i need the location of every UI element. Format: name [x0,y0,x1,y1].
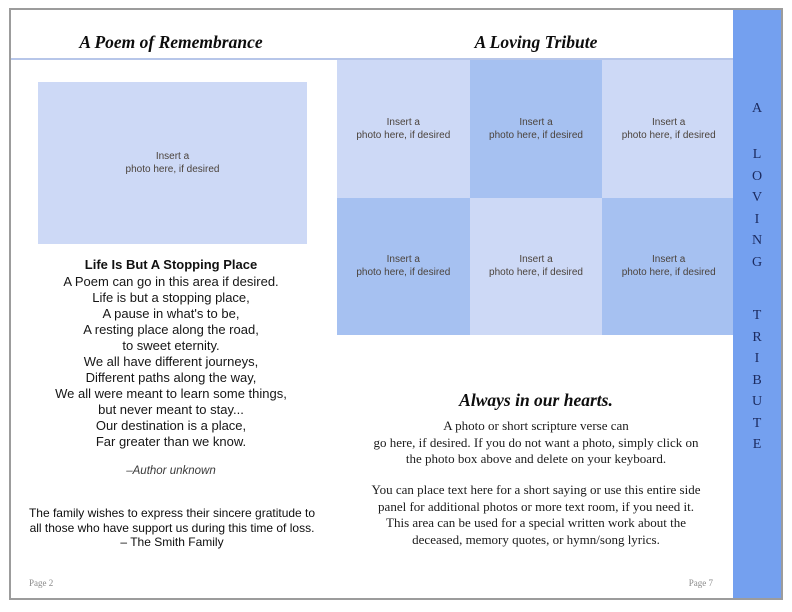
paragraph-line: go here, if desired. If you do not want a photo, simply click on [373,434,699,450]
sidebar-letter: L [752,147,762,162]
photo-placeholder-text [489,116,583,142]
photo-grid [337,60,735,335]
sidebar-word-a [733,98,781,120]
poem-title: Life Is But A Stopping Place [84,257,258,272]
poem-line: A Poem can go in this area if desired. [63,274,279,289]
poem-line: A pause in what's to be, [102,306,240,321]
sidebar-letter: A [751,101,763,116]
placeholder-line-2: photo here, if desired [125,164,220,175]
gratitude-line: all those who have support us during this time of loss. [29,520,315,535]
gratitude-line: The family wishes to express their sincere gratitude to [28,506,316,520]
sidebar-letter: O [751,168,763,184]
photo-placeholder-cell-4[interactable] [337,198,470,336]
placeholder-line-2: photo here, if desired [489,129,583,141]
photo-placeholder-cell-1[interactable] [337,60,470,198]
placeholder-line-2: photo here, if desired [356,267,451,279]
placeholder-line-2: photo here, if desired [621,267,716,279]
placeholder-line-1: Insert a [519,116,553,128]
sidebar-letter: E [752,437,762,452]
poem-text [31,274,311,450]
gratitude-line: – The Smith Family [120,535,224,549]
main-photo-placeholder-box[interactable] [38,82,307,244]
placeholder-line-1: Insert a [386,116,420,128]
sidebar-letter: N [751,233,763,248]
sidebar-letter: U [751,394,763,409]
left-page-title: A Poem of Remembrance [79,32,263,52]
paragraph-line: deceased, memory quotes, or hymn/song lyrics. [412,531,660,547]
paragraph-line: panel for additional photos or more text room, if you need it. [378,498,694,514]
poem-attribution: –Author unknown [126,465,216,477]
sidebar-letter: V [751,190,763,205]
photo-placeholder-cell-6[interactable] [602,198,735,336]
placeholder-line-1: Insert a [651,116,686,128]
photo-placeholder-text [126,150,220,176]
sidebar-word-loving [733,144,781,273]
placeholder-line-2: photo here, if desired [356,129,451,141]
sidebar-letter: I [754,351,760,366]
sidebar-letter: T [752,415,762,431]
photo-placeholder-text [622,116,716,142]
sidebar-letter: T [752,308,762,323]
poem-line: Our destination is a place, [95,418,247,433]
photo-placeholder-cell-2[interactable] [470,60,603,198]
sidebar-letter: I [754,211,760,227]
placeholder-line-1: Insert a [386,254,420,266]
photo-placeholder-text [489,253,583,279]
paragraph-line: This area can be used for a special written work about the [386,515,686,530]
poem-line: to sweet eternity. [122,338,220,353]
photo-placeholder-text [356,116,450,142]
poem-line: A resting place along the road, [83,322,259,337]
page-number-left: Page 2 [29,578,54,588]
tribute-subheading: Always in our hearts. [459,390,613,410]
tribute-sidebar-band [733,10,781,598]
placeholder-line-2: photo here, if desired [489,267,583,279]
poem-line: We all were meant to learn some things, [55,386,287,401]
photo-placeholder-cell-5[interactable] [470,198,603,336]
tribute-paragraph-1 [339,418,733,468]
family-gratitude-note [22,506,322,550]
tribute-paragraph-2 [339,482,733,548]
placeholder-line-2: photo here, if desired [621,129,716,141]
sidebar-letter: B [752,372,762,388]
sidebar-letter: R [752,329,762,345]
paragraph-line: the photo box above and delete on your keyboard. [405,451,667,466]
placeholder-line-1: Insert a [651,254,686,266]
poem-line: Life is but a stopping place, [92,290,250,305]
photo-placeholder-cell-3[interactable] [602,60,735,198]
right-page-title: A Loving Tribute [474,32,598,52]
paragraph-line: A photo or short scripture verse can [443,418,629,433]
poem-line: Far greater than we know. [95,434,247,449]
placeholder-line-1: Insert a [155,151,190,162]
photo-placeholder-text [622,253,716,279]
poem-line: but never meant to stay... [98,402,244,417]
poem-line: Different paths along the way, [85,370,257,385]
paragraph-line: You can place text here for a short saying or use this entire side [371,482,701,497]
poem-line: We all have different journeys, [83,354,259,369]
sidebar-letter: G [751,254,763,270]
photo-placeholder-text [356,253,450,279]
placeholder-line-1: Insert a [519,254,553,266]
page-number-right: Page 7 [688,578,713,588]
page-frame [9,8,783,600]
sidebar-word-tribute [733,305,781,456]
